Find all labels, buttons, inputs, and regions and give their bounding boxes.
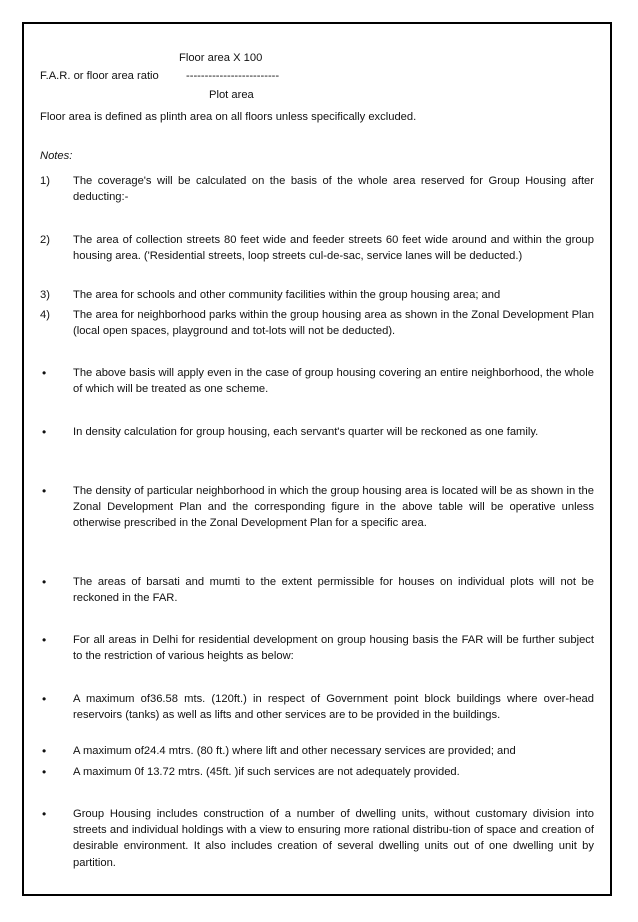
item-text: The density of particular neighborhood in which the group housing area is located will be as shown in the Zonal Development Plan and the corresponding figure in the above table will be operative unless otherwise prescribed in the Zonal Development Plan for a specific area. (73, 485, 594, 530)
bullet-marker: • (42, 744, 47, 758)
bullet-item-2 (40, 424, 594, 440)
item-number: 1) (40, 175, 50, 187)
bullet-marker: • (42, 633, 47, 647)
item-text: In density calculation for group housing, each servant's quarter will be reckoned as one family. (73, 426, 539, 438)
formula-numerator: Floor area X 100 (179, 52, 263, 64)
item-text: A maximum of24.4 mtrs. (80 ft.) where lift and other necessary services are provided; and (73, 745, 516, 757)
bullet-item-4 (40, 574, 594, 606)
floor-area-definition: Floor area is defined as plinth area on all floors unless specifically excluded. (40, 111, 417, 123)
numbered-item-3 (40, 287, 594, 303)
bullet-item-7 (40, 743, 594, 759)
bullet-marker: • (42, 484, 47, 498)
numbered-item-4 (40, 307, 594, 339)
item-text: The area of collection streets 80 feet wide and feeder streets 60 feet wide around and within the group housing area. ('Residential streets, loop streets cul-de-sac, service lanes will be deducted.) (73, 234, 594, 263)
bullet-item-6 (40, 691, 594, 723)
formula-label: F.A.R. or floor area ratio (40, 70, 159, 82)
bullet-item-1 (40, 365, 594, 397)
bullet-item-9 (40, 806, 594, 871)
item-text: A maximum 0f 13.72 mtrs. (45ft. )if such services are not adequately provided. (73, 766, 460, 778)
item-text: Group Housing includes construction of a number of dwelling units, without customary division into streets and individual holdings with a view to ensuring more rational distribu-tion of space and creation of desirable environment. It also includes creation of several dwelling units out of one dwelling unit by partition. (73, 808, 594, 869)
item-text: The areas of barsati and mumti to the extent permissible for houses on individual plots will not be reckoned in the FAR. (73, 576, 594, 605)
item-number: 4) (40, 309, 50, 321)
item-number: 2) (40, 234, 50, 246)
item-text: The coverage's will be calculated on the basis of the whole area reserved for Group Housing after deducting:- (73, 175, 594, 204)
bullet-marker: • (42, 765, 47, 779)
bullet-item-3 (40, 483, 594, 532)
numbered-item-2 (40, 232, 594, 264)
bullet-marker: • (42, 575, 47, 589)
bullet-marker: • (42, 807, 47, 821)
bullet-item-8 (40, 764, 594, 780)
item-text: A maximum of36.58 mts. (120ft.) in respect of Government point block buildings where over-head reservoirs (tanks) as well as lifts and other services are to be provided in the buildings. (73, 693, 594, 722)
item-text: The area for neighborhood parks within the group housing area as shown in the Zonal Development Plan (local open spaces, playground and tot-lots will not be deducted). (73, 309, 594, 338)
bullet-marker: • (42, 366, 47, 380)
formula-denominator: Plot area (209, 89, 254, 101)
item-text: For all areas in Delhi for residential development on group housing basis the FAR will be further subject to the restriction of various heights as below: (73, 634, 594, 663)
bullet-item-5 (40, 632, 594, 664)
bullet-marker: • (42, 425, 47, 439)
document-page (22, 22, 612, 896)
formula-divider: ------------------------- (186, 70, 280, 82)
item-text: The above basis will apply even in the case of group housing covering an entire neighborhood, the whole of which will be treated as one scheme. (73, 367, 594, 396)
notes-heading: Notes: (40, 150, 73, 162)
item-text: The area for schools and other community facilities within the group housing area; and (73, 289, 501, 301)
bullet-marker: • (42, 692, 47, 706)
numbered-item-1 (40, 173, 594, 205)
item-number: 3) (40, 289, 50, 301)
